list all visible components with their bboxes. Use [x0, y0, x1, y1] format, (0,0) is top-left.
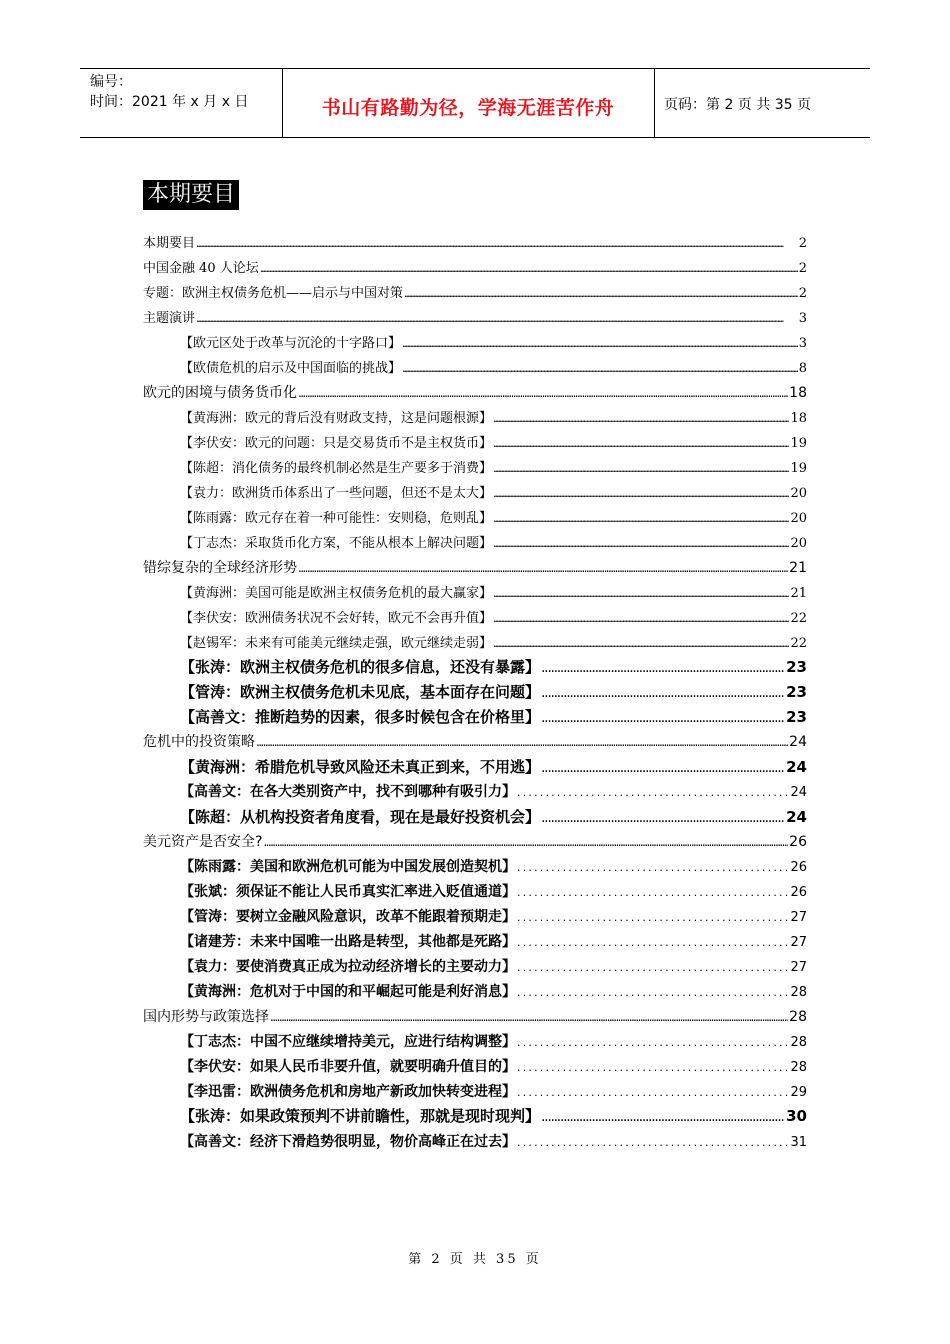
toc-entry-text: 【丁志杰：采取货币化方案，不能从根本上解决问题】 [180, 536, 493, 551]
toc-leader-dots [270, 1010, 788, 1024]
toc-entry-page: 2 [798, 236, 807, 251]
toc-entry-text: 【李伏安：欧元的问题：只是交易货币不是主权货币】 [180, 436, 493, 451]
toc-leader-dots [493, 462, 789, 475]
toc-entry-text: 【诸建芳：未来中国唯一出路是转型，其他都是死路】 [180, 934, 516, 950]
toc-entry-page: 24 [789, 734, 807, 750]
toc-entry-page: 2 [798, 286, 807, 301]
toc-leader-dots [298, 386, 788, 400]
toc-entry-text: 【袁力：要使消费真正成为拉动经济增长的主要动力】 [180, 959, 516, 975]
toc-leader-dots [196, 237, 798, 250]
toc-entry-text: 【陈雨露：欧元存在着一种可能性：安则稳，危则乱】 [180, 511, 493, 526]
toc-entry[interactable] [180, 956, 807, 980]
toc-entry-text: 欧元的困境与债务货币化 [143, 385, 297, 401]
toc-entry-page: 28 [790, 1060, 807, 1075]
toc-leader-dots [256, 735, 788, 749]
toc-leader-dots [493, 637, 789, 650]
header-time-label: 时间：2021 年 x 月 x 日 [90, 94, 249, 110]
toc-leader-dots [541, 660, 785, 676]
toc-entry-page: 30 [786, 1107, 807, 1125]
toc-entry-text: 【袁力：欧洲货币体系出了一些问题，但还不是太大】 [180, 486, 493, 501]
toc-entry[interactable] [143, 282, 807, 306]
toc-entry-page: 22 [790, 636, 807, 651]
toc-entry[interactable] [180, 981, 807, 1005]
toc-entry-text: 专题：欧洲主权债务危机——启示与中国对策 [143, 286, 404, 301]
toc-entry-page: 28 [789, 1009, 807, 1025]
toc-entry[interactable] [180, 706, 807, 730]
toc-entry-text: 【陈雨露：美国和欧洲危机可能为中国发展创造契机】 [180, 859, 516, 875]
toc-entry[interactable] [180, 1105, 807, 1129]
toc-leader-dots [517, 936, 789, 949]
toc-entry-page: 21 [789, 560, 807, 576]
toc-entry-text: 【张斌：须保证不能让人民币真实汇率进入贬值通道】 [180, 884, 516, 900]
toc-entry-text: 中国金融 40 人论坛 [143, 261, 259, 276]
toc-entry-page: 23 [786, 658, 807, 676]
toc-entry-page: 26 [790, 860, 807, 875]
toc-entry-text: 美元资产是否安全? [143, 834, 263, 850]
toc-entry-page: 24 [786, 808, 807, 826]
toc-entry-page: 23 [786, 683, 807, 701]
toc-entry-text: 【张涛：欧洲主权债务危机的很多信息，还没有暴露】 [180, 658, 541, 676]
toc-entry-page: 31 [790, 1135, 807, 1150]
toc-entry-page: 22 [790, 611, 807, 626]
toc-entry-page: 18 [790, 411, 807, 426]
toc-leader-dots [541, 1109, 785, 1125]
toc-entry-text: 国内形势与政策选择 [143, 1009, 269, 1025]
toc-entry-page: 24 [786, 758, 807, 776]
toc-entry-text: 【李伏安：欧洲债务状况不会好转，欧元不会再升值】 [180, 611, 493, 626]
toc-entry[interactable] [180, 357, 807, 381]
toc-entry-page: 26 [789, 834, 807, 850]
toc-title: 本期要目 [143, 180, 239, 210]
toc-entry-text: 【李迅雷：欧洲债务危机和房地产新政加快转变进程】 [180, 1084, 516, 1100]
toc-entry-page: 28 [790, 985, 807, 1000]
toc-entry[interactable] [180, 681, 807, 705]
toc-entry-page: 23 [786, 708, 807, 726]
toc-entry-text: 【管涛：欧洲主权债务危机未见底，基本面存在问题】 [180, 683, 541, 701]
toc-leader-dots [517, 1136, 789, 1149]
toc-entry[interactable] [180, 432, 807, 456]
toc-entry-text: 【高善文：经济下滑趋势很明显，物价高峰正在过去】 [180, 1134, 516, 1150]
toc-entry[interactable] [143, 1006, 807, 1030]
toc-entry[interactable] [180, 781, 807, 805]
toc-entry[interactable] [180, 607, 807, 631]
toc-entry[interactable] [180, 582, 807, 606]
toc-entry-page: 29 [790, 1085, 807, 1100]
toc-entry-text: 【陈超：消化债务的最终机制必然是生产要多于消费】 [180, 461, 493, 476]
toc-entry[interactable] [180, 532, 807, 556]
toc-leader-dots [517, 886, 789, 899]
toc-entry[interactable] [180, 906, 807, 930]
toc-entry[interactable] [143, 307, 807, 331]
toc-entry[interactable] [180, 507, 807, 531]
toc-entry-page: 3 [798, 336, 807, 351]
header-motto: 书山有路勤为径，学海无涯苦作舟 [321, 97, 615, 119]
toc-entry-text: 【丁志杰：中国不应继续增持美元，应进行结构调整】 [180, 1034, 516, 1050]
toc-leader-dots [260, 262, 798, 275]
toc-leader-dots [402, 362, 798, 375]
toc-leader-dots [517, 1086, 789, 1099]
toc-leader-dots [541, 710, 785, 726]
toc-entry-text: 【李伏安：如果人民币非要升值，就要明确升值目的】 [180, 1059, 516, 1075]
toc-entry-page: 2 [798, 261, 807, 276]
toc-entry[interactable] [180, 407, 807, 431]
toc-entry-text: 【黄海洲：欧元的背后没有财政支持，这是问题根源】 [180, 411, 493, 426]
toc-entry[interactable] [180, 656, 807, 680]
toc-leader-dots [493, 437, 789, 450]
toc-entry-page: 27 [790, 960, 807, 975]
toc-entry-text: 【黄海洲：危机对于中国的和平崛起可能是利好消息】 [180, 984, 516, 1000]
toc-entry-text: 【高善文：在各大类别资产中，找不到哪种有吸引力】 [180, 784, 516, 800]
toc-entry-page: 20 [790, 511, 807, 526]
header-number-label: 编号： [90, 74, 132, 90]
toc-leader-dots [298, 561, 788, 575]
toc-entry-page: 27 [790, 910, 807, 925]
toc-entry-text: 【欧债危机的启示及中国面临的挑战】 [180, 361, 402, 376]
toc-entry-text: 本期要目 [143, 236, 196, 251]
toc-entry[interactable] [180, 482, 807, 506]
toc-entry[interactable] [180, 332, 807, 356]
page-footer: 第 2 页 共 35 页 [408, 1252, 542, 1267]
toc-entry[interactable] [180, 881, 807, 905]
toc-leader-dots [541, 685, 785, 701]
toc-entry-text: 【赵锡军：未来有可能美元继续走强，欧元继续走弱】 [180, 636, 493, 651]
toc-entry[interactable] [180, 856, 807, 880]
toc-leader-dots [493, 412, 789, 425]
toc-entry-page: 20 [790, 536, 807, 551]
toc-entry[interactable] [180, 756, 807, 780]
toc-entry[interactable] [143, 232, 807, 256]
toc-entry[interactable] [180, 457, 807, 481]
toc-entry[interactable] [180, 1131, 807, 1155]
toc-leader-dots [493, 487, 789, 500]
toc-leader-dots [263, 835, 788, 849]
toc-entry[interactable] [180, 931, 807, 955]
toc-entry-page: 26 [790, 885, 807, 900]
toc-leader-dots [402, 337, 798, 350]
toc-entry[interactable] [180, 632, 807, 656]
toc-entry[interactable] [143, 257, 807, 281]
toc-entry[interactable] [143, 382, 807, 406]
header-meta [90, 72, 248, 112]
toc-leader-dots [517, 986, 789, 999]
toc-entry-page: 21 [790, 586, 807, 601]
toc-entry-text: 危机中的投资策略 [143, 734, 255, 750]
toc-leader-dots [493, 587, 789, 600]
toc-leader-dots [517, 786, 789, 799]
toc-leader-dots [493, 612, 789, 625]
toc-entry-text: 【张涛：如果政策预判不讲前瞻性，那就是现时现判】 [180, 1107, 541, 1125]
toc-entry-text: 错综复杂的全球经济形势 [143, 560, 297, 576]
toc-entry-page: 28 [790, 1035, 807, 1050]
toc-entry-page: 8 [798, 361, 807, 376]
toc-leader-dots [517, 1036, 789, 1049]
toc-entry-text: 【欧元区处于改革与沉沦的十字路口】 [180, 336, 402, 351]
toc-entry[interactable] [180, 806, 807, 830]
toc-entry-page: 27 [790, 935, 807, 950]
header-page-info: 页码：第 2 页 共 35 页 [664, 97, 811, 113]
toc-leader-dots [517, 911, 789, 924]
toc-leader-dots [517, 861, 789, 874]
toc-entry[interactable] [180, 1081, 807, 1105]
toc-entry-page: 24 [790, 785, 807, 800]
toc-entry-text: 主题演讲 [143, 311, 196, 326]
toc-entry[interactable] [180, 1056, 807, 1080]
toc-leader-dots [404, 287, 798, 300]
toc-entry-page: 19 [790, 436, 807, 451]
toc-entry[interactable] [143, 831, 807, 855]
header-divider [654, 69, 655, 137]
toc-entry-page: 3 [798, 311, 807, 326]
toc-entry-text: 【管涛：要树立金融风险意识，改革不能跟着预期走】 [180, 909, 516, 925]
toc-entry-text: 【陈超：从机构投资者角度看，现在是最好投资机会】 [180, 808, 541, 826]
toc-leader-dots [517, 961, 789, 974]
toc-entry-text: 【黄海洲：希腊危机导致风险还未真正到来，不用逃】 [180, 758, 541, 776]
toc-entry[interactable] [143, 557, 807, 581]
toc-entry[interactable] [143, 731, 807, 755]
toc-leader-dots [493, 512, 789, 525]
toc-leader-dots [541, 810, 785, 826]
toc-entry-text: 【高善文：推断趋势的因素，很多时候包含在价格里】 [180, 708, 541, 726]
page-header [80, 68, 870, 138]
toc-leader-dots [196, 312, 798, 325]
toc-entry-text: 【黄海洲：美国可能是欧洲主权债务危机的最大赢家】 [180, 586, 493, 601]
toc-leader-dots [493, 537, 789, 550]
toc-entry-page: 19 [790, 461, 807, 476]
toc-entry[interactable] [180, 1031, 807, 1055]
toc-entry-page: 18 [789, 385, 807, 401]
toc-leader-dots [541, 760, 785, 776]
toc-entry-page: 20 [790, 486, 807, 501]
toc-leader-dots [517, 1061, 789, 1074]
